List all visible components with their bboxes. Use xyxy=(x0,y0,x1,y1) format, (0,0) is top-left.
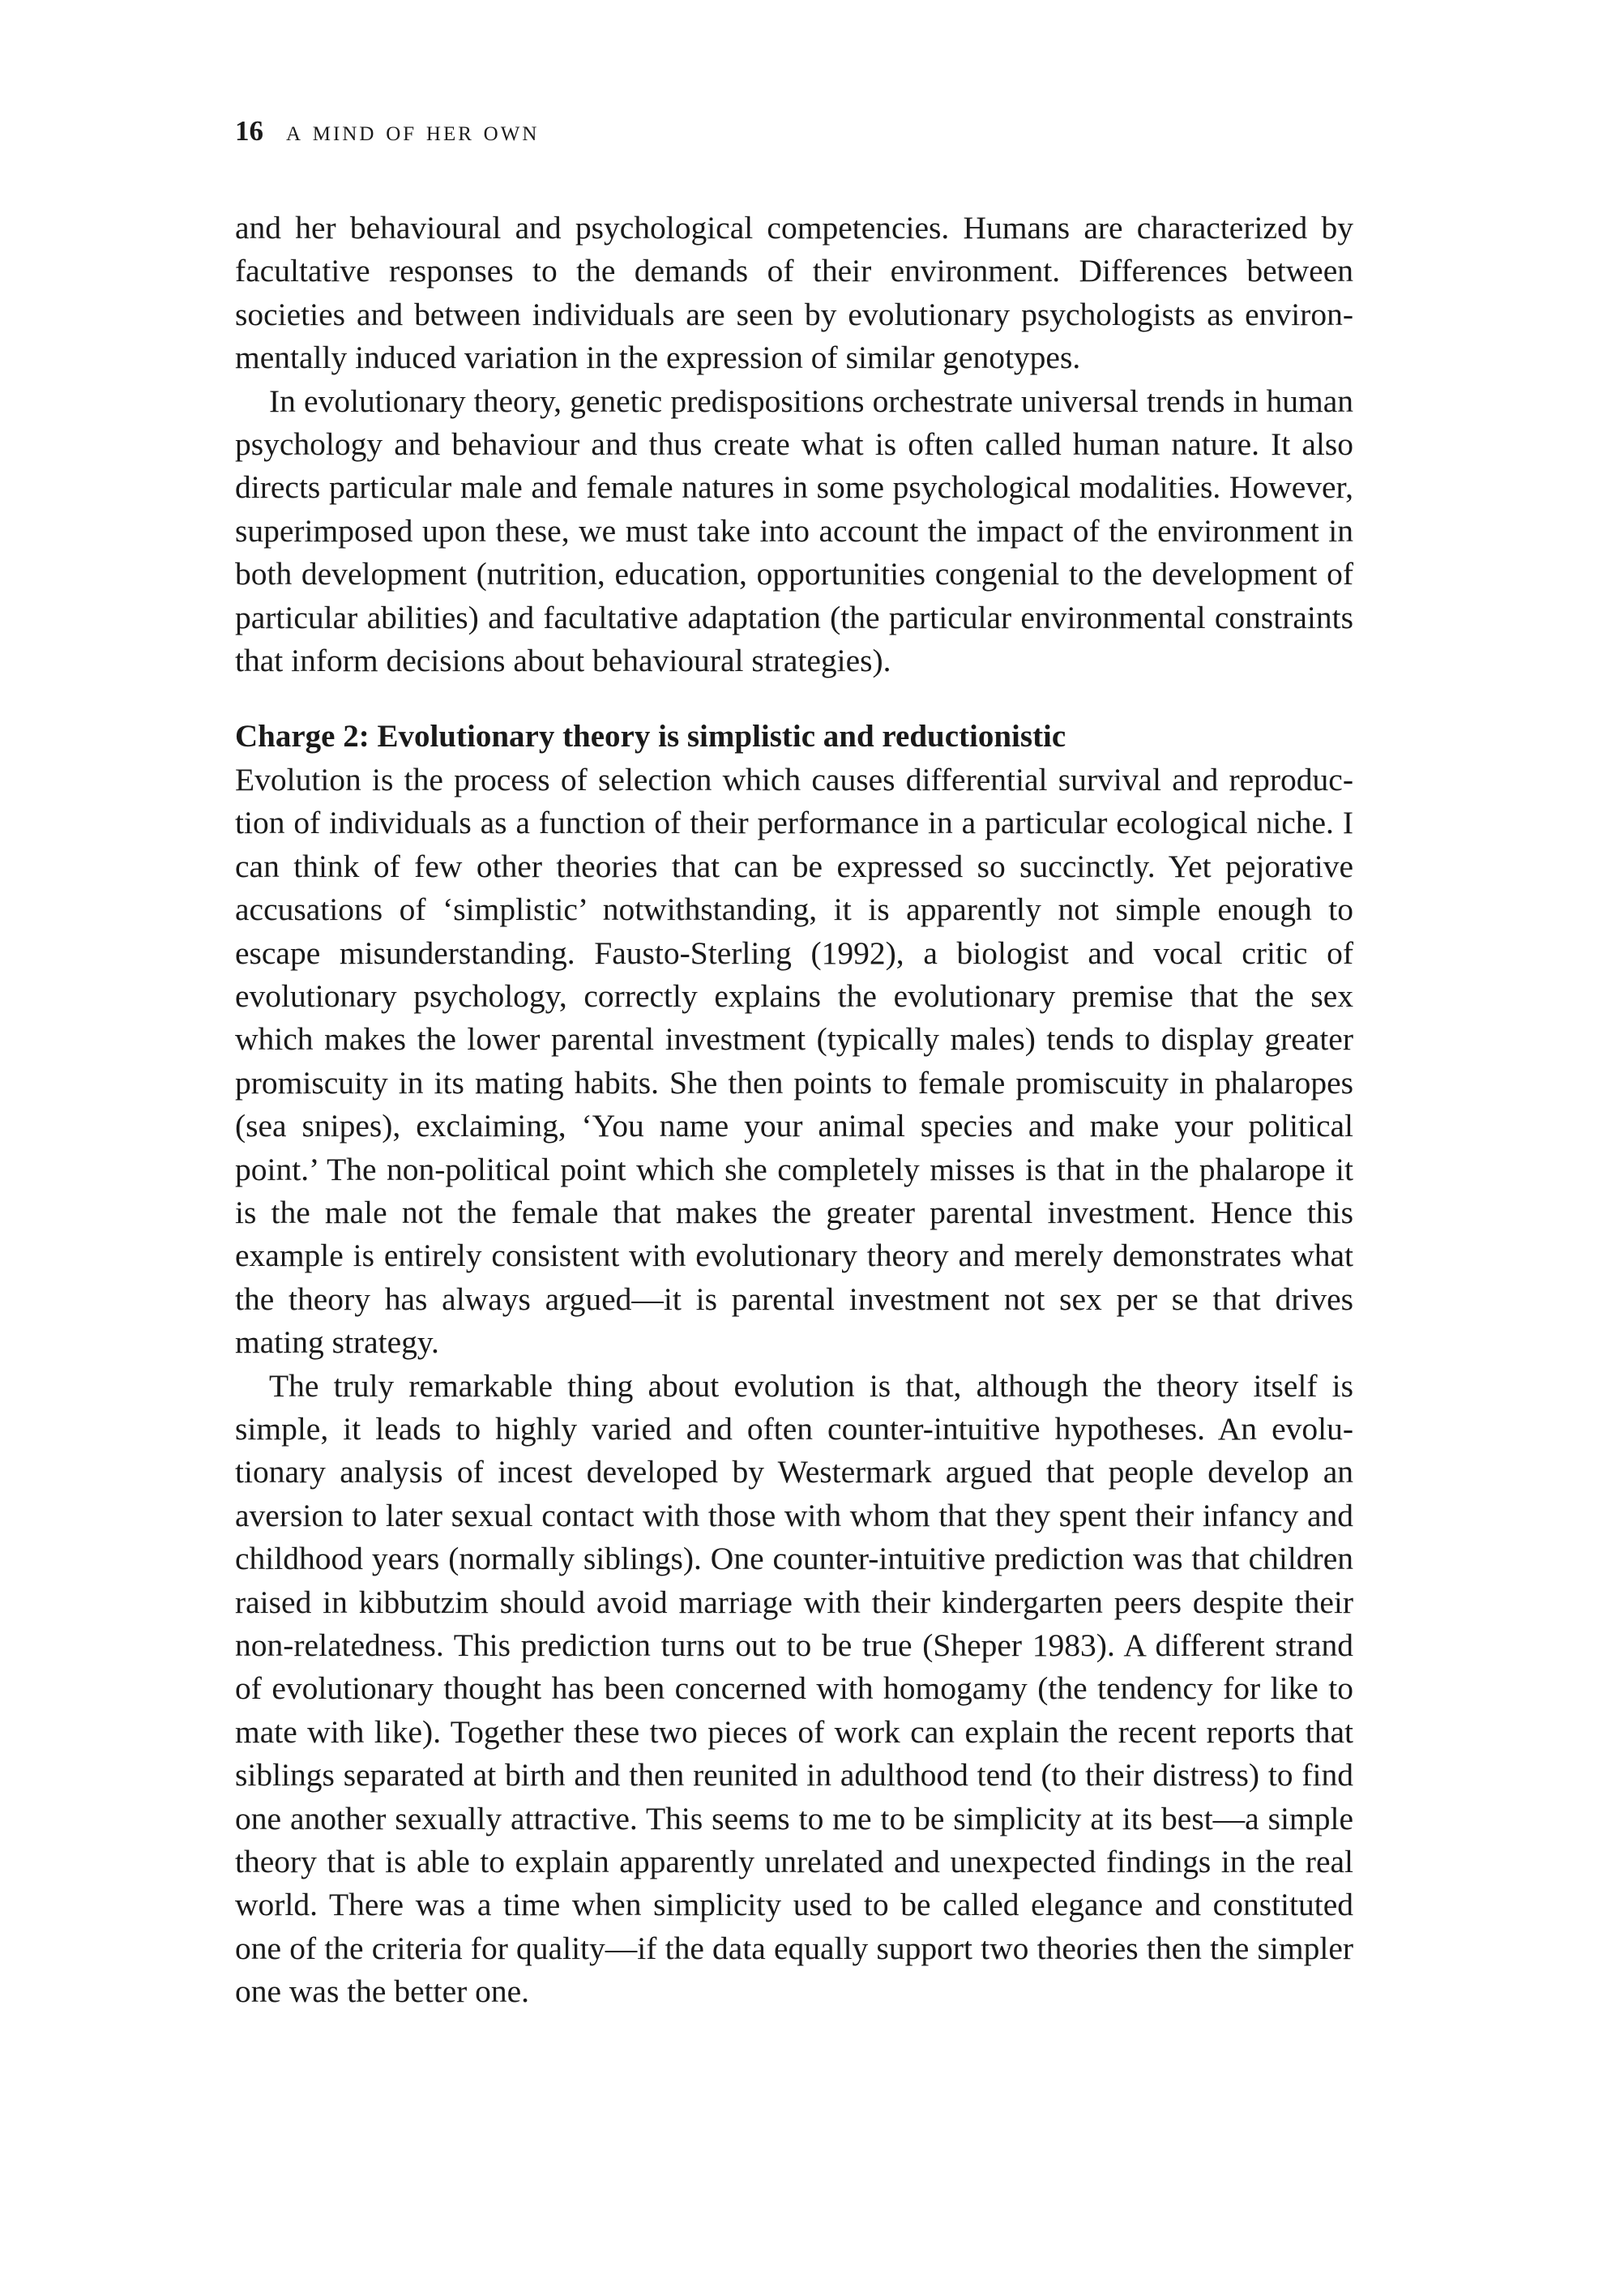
page-number: 16 xyxy=(235,115,263,147)
running-head xyxy=(235,112,539,151)
running-title: a mind of her own xyxy=(286,115,540,147)
paragraph-evolutionary-theory: In evolutionary theory, genetic predispositions orchestrate universal trends in human psychology and behaviour and thus create what is often called human nature. It also directs particular male and female natures in some psychological modalities. However, superimposed upon these, we must take into account the impact of the environment in both development (nutrition, education, opportunities congenial to the development of particular abilities) and facultative adaptation (the particular environmental constraints that inform decisions about behavioural strategies). xyxy=(235,383,1353,679)
paragraph-continued: and her behavioural and psychological competencies. Humans are characterized by facultative responses to the demands of their environment. Differences between societies and between individuals are seen by evolutionary psychologists as environmentally induced variation in the expression of similar genotypes. xyxy=(235,210,1353,376)
paragraph-remarkable-thing: The truly remarkable thing about evolution is that, although the theory itself is simple, it leads to highly varied and often counter-intuitive hypotheses. An evolutionary analysis of incest developed by Westermark argued that people develop an aversion to later sexual contact with those with whom that they spent their infancy and childhood years (normally siblings). One counter-intuitive prediction was that children raised in kibbutzim should avoid marriage with their kindergarten peers despite their non-relatedness. This prediction turns out to be true (Sheper 1983). A different strand of evolutionary thought has been concerned with homogamy (the tendency for like to mate with like). Together these two pieces of work can explain the recent reports that siblings separated at birth and then reunited in adulthood tend (to their distress) to find one another sexually attractive. This seems to me to be simplicity at its best—a simple theory that is able to explain apparently unrelated and unexpected findings in the real world. There was a time when simplicity used to be called elegance and constituted one of the criteria for quality—if the data equally support two theories then the simpler one was the better one. xyxy=(235,1367,1353,2010)
section-heading-charge-2: Charge 2: Evolutionary theory is simplistic and reductionistic xyxy=(235,719,1066,755)
body-text xyxy=(235,207,1353,2014)
paragraph-evolution-process: Evolution is the process of selection which causes differential survival and reproduction of individuals as a function of their performance in a particular ecological niche. I can think of few other theories that can be expressed so succinctly. Yet pejorative accusations of ‘simplistic’ notwithstanding, it is apparently not simple enough to escape misunderstanding. Fausto-Sterling (1992), a biologist and vocal critic of evolutionary psychology, correctly explains the evolutionary premise that the sex which makes the lower parental investment (typically males) tends to display greater promiscuity in its mating habits. She then points to female promiscuity in phalaropes (sea snipes), exclaiming, ‘You name your animal species and make your political point.’ The non-political point which she completely misses is that in the phalarope it is the male not the female that makes the greater parental investment. Hence this example is entirely consistent with evolutionary theory and merely demonstrates what the theory has always argued—it is parental investment not sex per se that drives mating strategy. xyxy=(235,761,1353,1361)
